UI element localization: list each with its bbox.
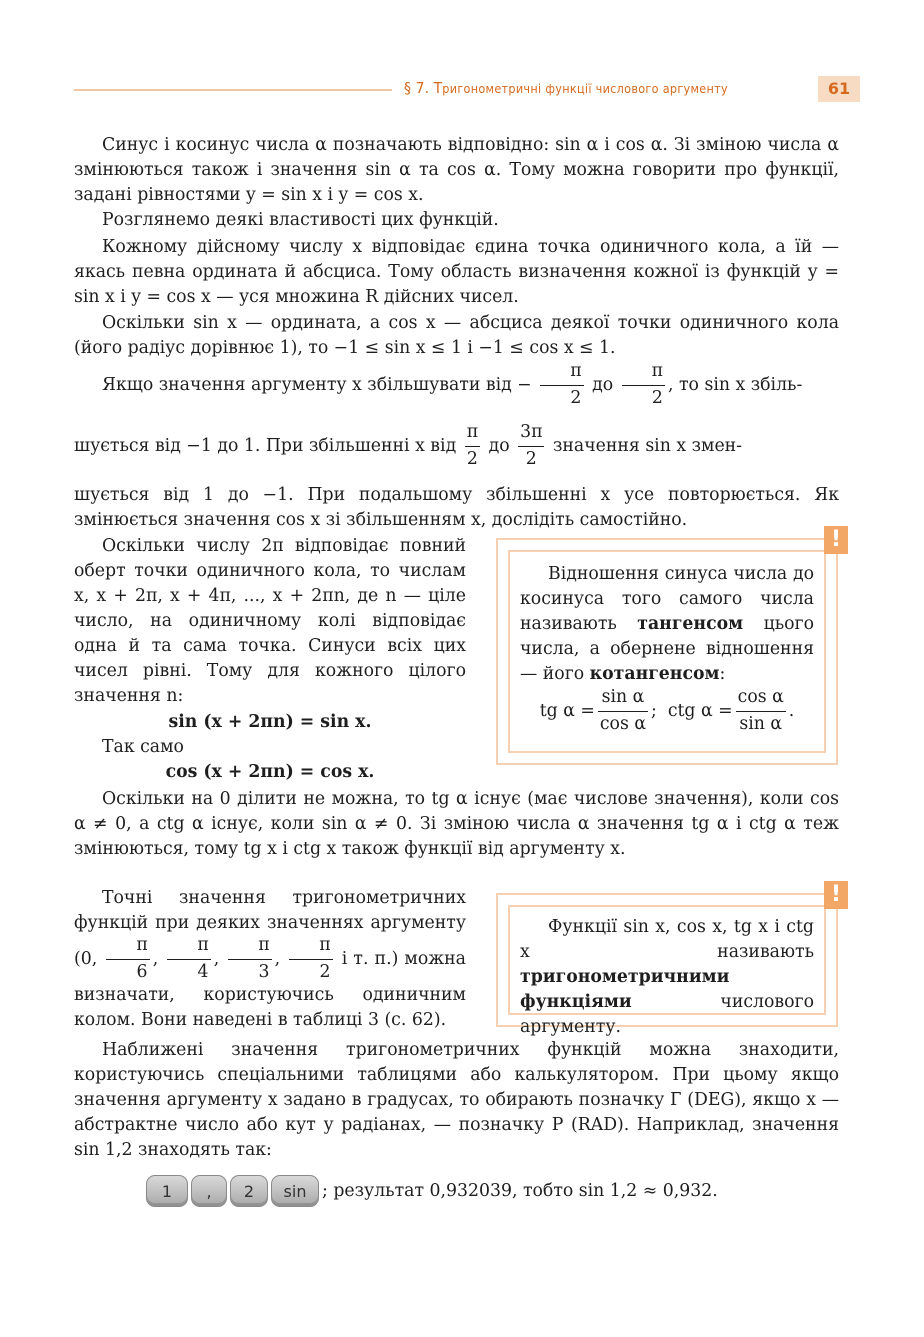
- paragraph-2: Розглянемо деякі властивості цих функцій.: [102, 210, 499, 230]
- paragraph-11: Точні значення тригонометричних функцій при деяких значеннях аргументу (0, $\frac{\pi}{6}$ , $\frac{\pi}{4}$ , $\frac{\pi}{3}$ , $\frac{\pi}{2}$ і т. п.) можна визначати, користуючись одиничним колом. Вони наведені в таблиці 3 (с. 62).: [74, 888, 466, 1030]
- fraction-pi-over-3: $\frac{\pi}{3}$: [228, 936, 271, 983]
- section-title: § 7. Тригонометричні функції числового аргументу: [404, 79, 728, 97]
- calculator-key-1: 1: [146, 1175, 188, 1207]
- header-rule: [74, 89, 392, 91]
- exclamation-icon: !: [824, 881, 848, 909]
- formula-sin-period: sin (x + 2πn) = sin x.: [168, 712, 372, 732]
- calculator-key-2: 2: [230, 1175, 268, 1207]
- paragraph-5: Якщо значення аргументу x збільшувати від − $\frac{\pi}{2}$ до $\frac{\pi}{2}$ , то sin x збіль-: [102, 361, 803, 408]
- fraction-pi-over-2: $\frac{\pi}{2}$: [622, 362, 665, 409]
- definition-box-trig-functions: [496, 882, 842, 1037]
- tangent-cotangent-formulas: tg α = $\frac{\text{sin α}}{\text{cos α}}$ ; ctg α = $\frac{\text{cos α}}{\text{sin α}}$ .: [539, 687, 795, 734]
- paragraph-7: шується від 1 до −1. При подальшому збільшенні x усе повторюється. Як змінюється значення cos x зі збільшенням x, дослідіть самостійно.: [74, 485, 839, 530]
- calculator-key-comma: ,: [191, 1175, 227, 1207]
- page-number: 61: [818, 76, 860, 102]
- formula-cos-period: cos (x + 2πn) = cos x.: [165, 762, 375, 782]
- definition-tangent-text: Відношення синуса числа до косинуса того самого числа називають тангенсом цього числа, а обернене відношення — його котангенсом:: [520, 564, 814, 684]
- paragraph-8: Оскільки числу 2π відповідає повний оберт точки одиничного кола, то числам x, x + 2π, x + 4π, ..., x + 2πn, де n — ціле число, на одиничному колі відповідає одна й та сама точка. Синуси всіх цих чисел рівні. Тому для кожного цілого значення n:: [74, 536, 466, 706]
- fraction-3pi-over-2: $\frac{3\pi}{2}$: [520, 422, 543, 469]
- paragraph-6: шується від −1 до 1. При збільшенні x від $\frac{\pi}{2}$ до $\frac{3\pi}{2}$ значення sin x змен-: [74, 422, 743, 469]
- definition-box-tangent: [496, 527, 842, 765]
- paragraph-4: Оскільки sin x — ордината, а cos x — абсциса деякої точки одиничного кола (його радіус дорівнює 1), то −1 ≤ sin x ≤ 1 і −1 ≤ cos x ≤ 1.: [74, 313, 839, 358]
- paragraph-1: Синус і косинус числа α позначають відповідно: sin α і cos α. Зі зміною числа α змінюються також і значення sin α та cos α. Тому можна говорити про функції, задані рівностями y = sin x і y = cos x.: [74, 135, 839, 205]
- fraction-pi-over-6: $\frac{\pi}{6}$: [106, 936, 149, 983]
- calculator-key-sin: sin: [271, 1175, 319, 1207]
- fraction-sin-over-cos: $\frac{\text{sin α}}{\text{cos α}}$: [599, 687, 646, 734]
- fraction-cos-over-sin: $\frac{\text{cos α}}{\text{sin α}}$: [737, 687, 784, 734]
- paragraph-10: Оскільки на 0 ділити не можна, то tg α існує (має числове значення), коли cos α ≠ 0, а ctg α існує, коли sin α ≠ 0. Зі зміною числа α значення tg α і ctg α теж змінюються, тому tg x і ctg x також функції від аргументу x.: [74, 789, 839, 859]
- running-header: [0, 76, 924, 102]
- fraction-pi-over-2: $\frac{\pi}{2}$: [466, 422, 479, 469]
- fraction-pi-over-2: $\frac{\pi}{2}$: [540, 362, 583, 409]
- definition-trig-text: Функції sin x, cos x, tg x і ctg x називають тригонометричними функціями числового аргументу.: [520, 917, 814, 1037]
- fraction-pi-over-4: $\frac{\pi}{4}$: [167, 936, 210, 983]
- paragraph-9: Так само: [102, 737, 184, 757]
- fraction-pi-over-2: $\frac{\pi}{2}$: [289, 936, 332, 983]
- calculator-key-sequence: [146, 1175, 718, 1207]
- exclamation-icon: !: [824, 526, 848, 554]
- calculator-result-text: ; результат 0,932039, тобто sin 1,2 ≈ 0,932.: [322, 1181, 718, 1201]
- paragraph-3: Кожному дійсному числу x відповідає єдина точка одиничного кола, а їй — якась певна ордината й абсциса. Тому область визначення кожної із функцій y = sin x і y = cos x — уся множина R дійсних чисел.: [74, 237, 839, 307]
- paragraph-12: Наближені значення тригонометричних функцій можна знаходити, користуючись спеціальними таблицями або калькулятором. При цьому якщо значення аргументу x задано в градусах, то обирають позначку Г (DEG), якщо x — абстрактне число або кут у радіанах, — позначку Р (RAD). Наприклад, значення sin 1,2 знаходять так:: [74, 1040, 839, 1160]
